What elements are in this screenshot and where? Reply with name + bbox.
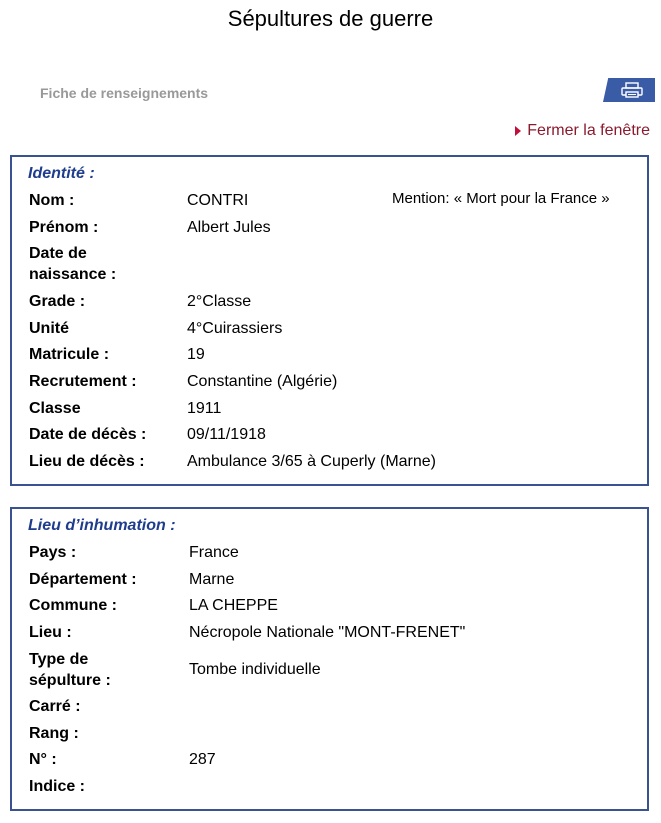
field-label: Recrutement : bbox=[29, 373, 137, 390]
page-title: Sépultures de guerre bbox=[227, 6, 434, 31]
field-value: France bbox=[189, 544, 239, 561]
field-value: Albert Jules bbox=[187, 219, 271, 236]
field-value: 19 bbox=[187, 346, 205, 363]
field-value: Tombe individuelle bbox=[189, 661, 321, 678]
field-value: 4°Cuirassiers bbox=[187, 320, 283, 337]
field-value: 1911 bbox=[187, 400, 222, 417]
page-subtitle: Fiche de renseignements bbox=[40, 85, 209, 101]
print-button[interactable] bbox=[603, 78, 655, 102]
field-label: N° : bbox=[29, 751, 57, 768]
field-label: Matricule : bbox=[29, 346, 110, 363]
field-label: Prénom : bbox=[29, 219, 99, 236]
close-window-label: Fermer la fenêtre bbox=[527, 122, 650, 139]
field-value: Nécropole Nationale "MONT-FRENET" bbox=[189, 624, 466, 641]
field-label: Indice : bbox=[29, 778, 86, 795]
field-label: Carré : bbox=[29, 698, 81, 715]
field-value: 287 bbox=[189, 751, 216, 768]
field-label: Pays : bbox=[29, 544, 77, 561]
burial-panel bbox=[10, 507, 649, 811]
field-label: Lieu de décès : bbox=[29, 453, 145, 470]
identity-heading: Identité : bbox=[28, 165, 95, 182]
close-window-link[interactable] bbox=[515, 122, 650, 140]
arrow-right-icon bbox=[515, 126, 521, 136]
field-label: Date de décès : bbox=[29, 426, 147, 443]
field-value: Marne bbox=[189, 571, 235, 588]
field-label: Nom : bbox=[29, 192, 75, 209]
field-value: 2°Classe bbox=[187, 293, 252, 310]
field-label: Date de naissance : bbox=[29, 245, 117, 283]
field-label: Rang : bbox=[29, 725, 79, 742]
field-label: Unité bbox=[29, 320, 69, 337]
mention-text: Mention: « Mort pour la France » bbox=[392, 190, 610, 207]
field-value: LA CHEPPE bbox=[189, 597, 278, 614]
printer-icon bbox=[621, 82, 643, 98]
burial-heading: Lieu d’inhumation : bbox=[28, 517, 176, 534]
field-value: Ambulance 3/65 à Cuperly (Marne) bbox=[187, 453, 437, 470]
field-value: Constantine (Algérie) bbox=[187, 373, 338, 390]
identity-panel bbox=[10, 155, 649, 486]
field-label: Classe bbox=[29, 400, 81, 417]
field-label: Commune : bbox=[29, 597, 117, 614]
field-label: Lieu : bbox=[29, 624, 72, 641]
field-label: Type de sépulture : bbox=[29, 651, 111, 689]
field-value: 09/11/1918 bbox=[187, 426, 266, 443]
field-label: Département : bbox=[29, 571, 137, 588]
field-value: CONTRI bbox=[187, 192, 249, 209]
field-label: Grade : bbox=[29, 293, 86, 310]
